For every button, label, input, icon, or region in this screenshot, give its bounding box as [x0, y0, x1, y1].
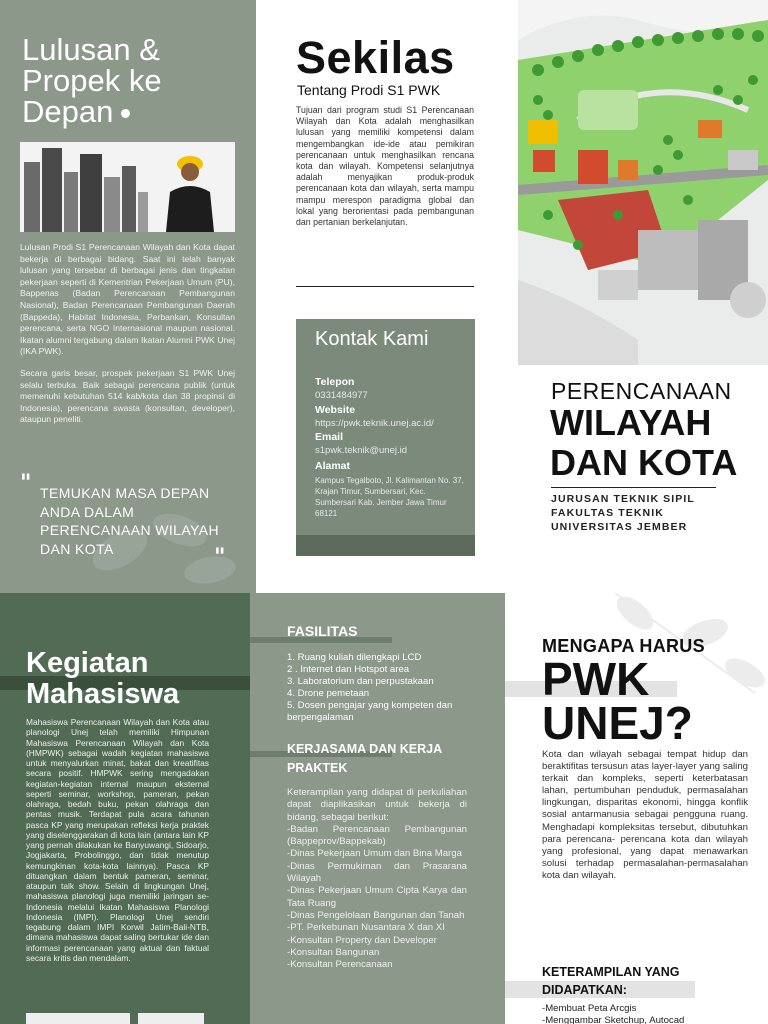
title-text: Lulusan & Propek ke Depan — [22, 32, 162, 129]
fasilitas-list — [287, 652, 467, 724]
subtitle-line3: UNIVERSITAS JEMBER — [551, 521, 688, 533]
kegiatan-body: Mahasiswa Perencanaan Wilayah dan Kota atau planologi Unej telah memiliki Himpunan Mahasiswa Perencanaan Wilayah dan Kota (HMPWK) sebagai wadah kegiatan mahasiswa untuk menyalurkan minat, bakat dan kreatifitas secara positif. HMPWK sering mengadakan kegiatan-kegiatan internal maupun eksternal seperti seminar, workshop, pameran, pekan olahraga, bedah buku, pekan olahraga dan pentas musik. Terdapat pula acara tahunan pasca KP yang merupakan refleksi kerja praktek yang diselenggarakan di kota lain (antara lain KP yang pernah dilakukan ke Banyuwangi, Sidoarjo, Jogjakarta, Probolinggo, dan tidak menutup kemungkinan kota-kota lainnya). Pasca KP dituangkan dalam bentuk pameran, seminar, ataupun talk show. Selain di lingkungan Unej, mahasiswa planologi juga memiliki jaringan se-Indonesia melalui Ikatan Mahasiswa Planologi Indonesia (IMPI). Planologi Unej sendiri tegabung dalam IMPI Korwil Jatim-Bali-NTB, dimana mahasiswa dapat saling bertukar ide dan informasi perencanaan yang aktual dan faktual secara kritis dan mendalam. — [26, 717, 209, 963]
panel-cover — [518, 0, 768, 593]
list-item: -Badan Perencanaan Pembangunan (Bappeprov/Bappekab) — [287, 823, 467, 848]
panel-lulusan — [0, 0, 256, 593]
photo-thumbnail — [138, 1013, 204, 1024]
cover-subtitle — [551, 492, 695, 534]
list-item: -Menggambar Sketchup, Autocad — [542, 1015, 685, 1024]
photo-thumbnail — [26, 1013, 130, 1024]
list-item: 5. Dosen pengajar yang kompeten dan berpengalaman — [287, 700, 453, 723]
list-item: -Membuat Peta Arcgis — [542, 1003, 637, 1014]
list-item: 2 . Internet dan Hotspot area — [287, 664, 410, 675]
cover-title-line2: WILAYAH — [550, 402, 712, 443]
kegiatan-title: Kegiatan Mahasiswa — [26, 647, 180, 710]
question-line2: PWK — [542, 653, 650, 705]
quote-close-icon: " — [214, 544, 226, 570]
kerjasama-body — [287, 787, 467, 971]
list-item: -Konsultan Perencanaan — [287, 959, 393, 971]
list-item: 1. Ruang kuliah dilengkapi LCD — [287, 652, 422, 663]
contact-title: Kontak Kami — [315, 328, 429, 350]
cover-title-line1: PERENCANAAN — [551, 378, 732, 404]
cover-divider — [551, 487, 716, 488]
fasilitas-title: FASILITAS — [287, 623, 358, 639]
mengapa-body: Kota dan wilayah sebagai tempat hidup dan beraktifitas tersusun atas layer-layer yang saling terkait dan kompleks, seperti keterbatasan lahan, pertumbuhan penduduk, permasalahan lingkungan, disparitas ekonomi, hingga konflik sosial antarmanusia sebagai pengguna ruang. Menghadapi kompleksitas tersebut, dibutuhkan para perencana- perencana kota dan wilayah yang profesional, yang dapat menawarkan solusi terhadap permasalahan-permasalahan kota dan wilayah. — [542, 749, 748, 881]
list-item: 3. Laboratorium dan perpustakaan — [287, 676, 434, 687]
email-link[interactable]: s1pwk.teknik@unej.id — [315, 445, 408, 456]
engineer-figure-icon — [158, 148, 218, 232]
list-item: -Dinas Permukiman dan Prasarana Wilayah — [287, 860, 467, 885]
phone-label: Telepon — [315, 376, 355, 388]
contact-footer-bar — [296, 535, 475, 556]
list-item: 4. Drone pemetaan — [287, 688, 370, 699]
sekilas-description: Tujuan dari program studi S1 Perencanaan Wilayah dan Kota adalah menghasilkan lulusan yang memiliki kompetensi dalam mengembangkan ide-ide atau pemikiran perencanaan untuk menghasilkan rencana kota dan wilayah. Kompetensi selanjutnya adalah menyajikan produk-produk perencanaan kota dan wilayah, serta mampu mampu merespon paradigma global dan lokal yang berorientasi pada pembangunan dan pertanian berkelanjutan. — [296, 105, 474, 228]
kerjasama-intro: Keterampilan yang didapat di perkuliahan dapat diaplikasikan untuk bekerja di bidang, sebagai berikut: — [287, 787, 467, 823]
phone-value[interactable]: 0331484977 — [315, 390, 368, 401]
engineer-photo — [20, 142, 235, 232]
lulusan-body — [20, 242, 235, 436]
contact-box — [296, 319, 475, 556]
lulusan-paragraph-2: Secara garis besar, prospek pekerjaan S1 PWK Unej selalu terbuka. Baik sebagai perencana publik (untuk memenuhi kebutuhan 514 kab/kota dan 38 propinsi di Indonesia), perencana swasta (konsultan, developer), ataupun peneliti. — [20, 367, 235, 425]
website-link[interactable]: https://pwk.teknik.unej.ac.id/ — [315, 418, 434, 429]
skills-title: KETERAMPILAN YANG DIDAPATKAN: — [542, 965, 680, 997]
sekilas-heading: Sekilas — [296, 32, 455, 83]
list-item: -Dinas Pekerjaan Umum Cipta Karya dan Tata Ruang — [287, 885, 467, 909]
quote-text: TEMUKAN MASA DEPAN ANDA DALAM PERENCANAAN WILAYAH DAN KOTA — [40, 485, 220, 557]
question-line1: MENGAPA HARUS — [542, 636, 705, 656]
list-item: -Dinas Pengelolaan Bangunan dan Tanah — [287, 909, 465, 921]
panel-title — [22, 34, 256, 127]
divider — [296, 286, 474, 287]
email-label: Email — [315, 431, 344, 443]
address-label: Alamat — [315, 460, 351, 472]
address-value: Kampus Tegalboto, Jl. Kalimantan No. 37, Krajan Timur, Sumbersari, Kec. Sumbersari Kab. Jember Jawa Timur 68121 — [315, 476, 464, 518]
website-label: Website — [315, 404, 356, 416]
subtitle-line1: JURUSAN TEKNIK SIPIL — [551, 493, 695, 505]
panel-fasilitas — [250, 593, 505, 1024]
lulusan-paragraph-1: Lulusan Prodi S1 Perencanaan Wilayah dan Kota dapat bekerja di berbagai bidang. Saat ini telah banyak lulusan yang tersebar di berbagai jenis dan tingkatan pekerjaan seperti di Kementrian Pekerjaan Umum (PU), Bappenas (Badan Perencanaan Pembangunan Nasional), Badan Perencanaan Pembangunan Daerah (Bappeda), Habitat Indonesia, Perbankan, Konsultan perencana, serta NGO Internasional maupun nasional. Ikatan alumni tergabung dalam Ikatan Alumni PWK Unej (IKA PWK). — [20, 242, 235, 357]
question-line3: UNEJ? — [542, 697, 693, 749]
list-item: -Konsultan Bangunan — [287, 946, 380, 958]
site-plan-map-icon — [518, 0, 768, 365]
panel-sekilas — [256, 0, 518, 593]
panel-mengapa — [505, 593, 768, 1024]
sekilas-subheading: Tentang Prodi S1 PWK — [297, 82, 441, 98]
quote-open-icon: " — [20, 470, 32, 496]
list-item: -PT. Perkebunan Nusantara X dan XI — [287, 922, 445, 934]
dot-icon — [121, 109, 130, 118]
kerjasama-title: KERJASAMA DAN KERJA PRAKTEK — [287, 742, 442, 775]
cover-title-line3: DAN KOTA — [550, 442, 738, 483]
skills-list — [542, 1003, 684, 1024]
subtitle-line2: FAKULTAS TEKNIK — [551, 507, 664, 519]
panel-kegiatan — [0, 593, 250, 1024]
list-item: -Dinas Pekerjaan Umum dan Bina Marga — [287, 848, 462, 860]
list-item: -Konsultan Property dan Developer — [287, 934, 437, 946]
